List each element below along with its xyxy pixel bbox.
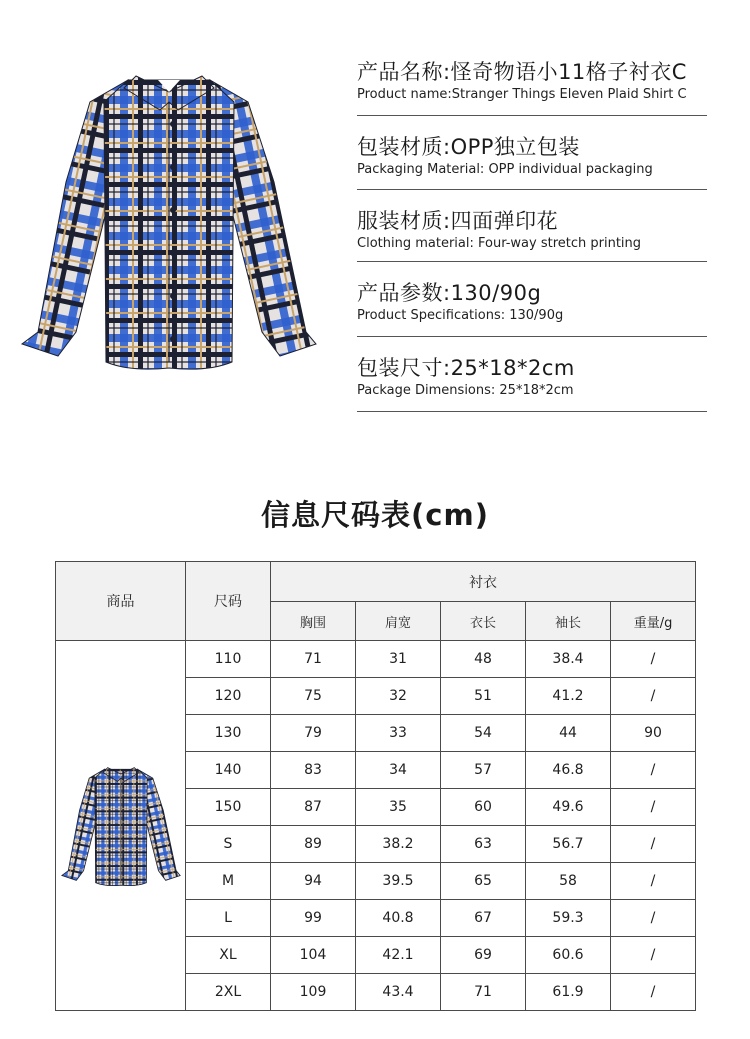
spec-label-cn: 服装材质:四面弹印花 (357, 209, 559, 233)
cell-chest: 71 (271, 641, 356, 678)
cell-sleeve: 41.2 (526, 678, 611, 715)
cell-shoulder: 39.5 (356, 863, 441, 900)
header-shirt-group: 衬衣 (271, 562, 696, 602)
spec-label-cn: 产品名称:怪奇物语小11格子衬衣C (357, 60, 687, 84)
cell-sleeve: 61.9 (526, 974, 611, 1011)
cell-shoulder: 42.1 (356, 937, 441, 974)
cell-size: XL (186, 937, 271, 974)
cell-shoulder: 35 (356, 789, 441, 826)
cell-size: 130 (186, 715, 271, 752)
cell-size: 110 (186, 641, 271, 678)
cell-size: 140 (186, 752, 271, 789)
cell-weight: / (611, 641, 696, 678)
cell-sleeve: 56.7 (526, 826, 611, 863)
cell-length: 69 (441, 937, 526, 974)
cell-weight: / (611, 863, 696, 900)
header-chest: 胸围 (271, 602, 356, 641)
size-table-title: 信息尺码表(cm) (261, 498, 489, 532)
spec-label-en: Packaging Material: OPP individual packaging (357, 162, 653, 177)
cell-sleeve: 49.6 (526, 789, 611, 826)
header-sleeve: 袖长 (526, 602, 611, 641)
cell-weight: / (611, 678, 696, 715)
cell-length: 48 (441, 641, 526, 678)
cell-size: L (186, 900, 271, 937)
header-length: 衣长 (441, 602, 526, 641)
cell-size: S (186, 826, 271, 863)
product-photo (18, 62, 320, 380)
spec-label-cn: 包装尺寸:25*18*2cm (357, 356, 575, 380)
cell-size: M (186, 863, 271, 900)
table-row (56, 641, 696, 678)
header-weight: 重量/g (611, 602, 696, 641)
cell-weight: / (611, 974, 696, 1011)
header-product: 商品 (56, 562, 186, 641)
cell-shoulder: 34 (356, 752, 441, 789)
header-size: 尺码 (186, 562, 271, 641)
cell-shoulder: 38.2 (356, 826, 441, 863)
cell-chest: 83 (271, 752, 356, 789)
cell-sleeve: 58 (526, 863, 611, 900)
cell-length: 57 (441, 752, 526, 789)
cell-sleeve: 60.6 (526, 937, 611, 974)
cell-chest: 104 (271, 937, 356, 974)
cell-weight: / (611, 900, 696, 937)
spec-list (357, 58, 707, 412)
product-thumbnail (56, 641, 186, 1011)
cell-shoulder: 32 (356, 678, 441, 715)
spec-label-en: Package Dimensions: 25*18*2cm (357, 383, 574, 398)
cell-sleeve: 46.8 (526, 752, 611, 789)
cell-size: 2XL (186, 974, 271, 1011)
spec-label-cn: 产品参数:130/90g (357, 281, 542, 305)
cell-chest: 79 (271, 715, 356, 752)
cell-length: 54 (441, 715, 526, 752)
cell-weight: 90 (611, 715, 696, 752)
spec-label-en: Clothing material: Four-way stretch printing (357, 236, 642, 251)
cell-sleeve: 44 (526, 715, 611, 752)
cell-chest: 75 (271, 678, 356, 715)
cell-chest: 94 (271, 863, 356, 900)
cell-chest: 109 (271, 974, 356, 1011)
cell-size: 150 (186, 789, 271, 826)
spec-product-specifications (357, 262, 707, 337)
size-table (55, 561, 696, 1011)
cell-weight: / (611, 826, 696, 863)
cell-size: 120 (186, 678, 271, 715)
header-shoulder: 肩宽 (356, 602, 441, 641)
cell-length: 51 (441, 678, 526, 715)
cell-chest: 99 (271, 900, 356, 937)
spec-label-en: Product Specifications: 130/90g (357, 308, 564, 323)
spec-product-name (357, 58, 707, 116)
cell-weight: / (611, 752, 696, 789)
cell-length: 65 (441, 863, 526, 900)
cell-shoulder: 43.4 (356, 974, 441, 1011)
spec-packaging-material (357, 116, 707, 190)
cell-sleeve: 59.3 (526, 900, 611, 937)
spec-label-en: Product name:Stranger Things Eleven Plaid Shirt C (357, 87, 687, 102)
spec-label-cn: 包装材质:OPP独立包装 (357, 135, 580, 159)
cell-length: 71 (441, 974, 526, 1011)
cell-shoulder: 33 (356, 715, 441, 752)
cell-shoulder: 31 (356, 641, 441, 678)
cell-shoulder: 40.8 (356, 900, 441, 937)
cell-length: 67 (441, 900, 526, 937)
cell-weight: / (611, 789, 696, 826)
cell-sleeve: 38.4 (526, 641, 611, 678)
cell-chest: 89 (271, 826, 356, 863)
cell-weight: / (611, 937, 696, 974)
spec-package-dimensions (357, 337, 707, 412)
cell-chest: 87 (271, 789, 356, 826)
cell-length: 60 (441, 789, 526, 826)
cell-length: 63 (441, 826, 526, 863)
spec-clothing-material (357, 190, 707, 262)
